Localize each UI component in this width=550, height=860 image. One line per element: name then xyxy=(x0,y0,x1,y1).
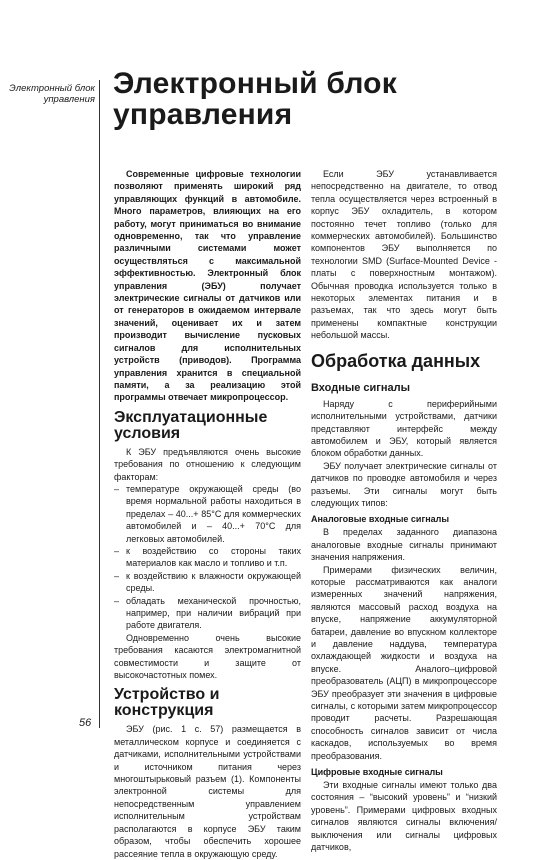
heading-input-signals: Входные сигналы xyxy=(311,381,411,394)
list-item: – к воздействию к влажности окружающей среды. xyxy=(114,570,301,595)
list-item: – к воздействию со стороны таких материалов как масло и топливо и т.п. xyxy=(114,545,301,570)
analog-paragraph-2: Примерами физических величин, которые рассматриваются как аналоги измеренных значений напряжения, являются массовый расход воздуха на впуске, напряжение аккумуляторной батареи, давление во впускном коллекторе и давление наддува, температура охлаждающей жидкости и воздуха на впуске. Аналого–цифровой преобразователь (АЦП) в микропроцессоре ЭБУ преобразует эти значения в цифровые сигналы, с которыми затем микропроцессор проводит расчеты. Разрешающая способность сигналов зависит от числа каскадов, используемых во время преобразования. xyxy=(311,564,497,761)
right-column xyxy=(311,168,497,854)
conditions-paragraph-2: Одновременно очень высокие требования касаются электромагнитной совместимости и защите от высокочастотных помех. xyxy=(114,632,301,681)
heading-data-processing: Обработка данных xyxy=(311,350,481,371)
page-number: 56 xyxy=(79,717,92,729)
requirements-list xyxy=(114,483,301,632)
analog-paragraph-1: В пределах заданного диапазона аналоговые входные сигналы принимают значения напряжения. xyxy=(311,527,497,563)
page-title: Электронный блок управления xyxy=(113,67,397,131)
left-column xyxy=(114,168,301,860)
digital-paragraph: Эти входные сигналы имеют только два состояния – “высокий уровень” и “низкий уровень”. Примерами цифровых входных сигналов являются сигналы включения/выключения или сигналы цифровых датчиков, xyxy=(311,780,497,853)
heading-operating-conditions: Эксплуатационные условия xyxy=(114,408,268,442)
heading-digital-inputs: Цифровые входные сигналы xyxy=(311,767,443,778)
list-item: – температуре окружающей среды (во время нормальной работы находиться в пределах – 40...+ 85°С для коммерческих автомобилей и – 40...+ 70°С для легковых автомобилей. xyxy=(114,483,301,545)
design-paragraph: ЭБУ (рис. 1 с. 57) размещается в металлическом корпусе и соединяется с датчиками, исполнительными устройствами и источником питания через многоштырьковый разъем (1). Компоненты электронной системы для непосредственным управлением исполнительным устройствам располагаются в корпусе ЭБУ таким образом, чтобы обеспечить хорошее рассеяние тепла в окружающую среду. xyxy=(114,724,301,859)
intro-paragraph: Современные цифровые технологии позволяют применять широкий ряд управляющих функций в автомобиле. Много параметров, влияющих на его работу, могут приниматься во внимание одновременно, так что управление различными системами может осуществляться с максимальной эффективностью. Электронный блок управления (ЭБУ) получает электрические сигналы от датчиков или от генераторов в ожидаемом интервале значений, оценивает их и затем производит вычисление пусковых сигналов для исполнительных устройств (приводов). Программа управления хранится в специальной памяти, а за реализацию этой программы отвечает микропроцессор. xyxy=(114,169,301,403)
cooling-paragraph: Если ЭБУ устанавливается непосредственно на двигателе, то отвод тепла осуществляется через встроенный в корпус ЭБУ охладитель, в котором постоянно течет топливо (только для коммерческих автомобилей). Большинство компонентов ЭБУ выполняется по технологии SMD (Surface-Mounted Device - платы с поверхностным монтажом). Обычная проводка используется только в некоторых элементах питания и в разъемах, так что здесь могут быть применены компактные конструкции небольшой массы. xyxy=(311,169,497,341)
list-item: – обладать механической прочностью, например, при наличии вибраций при работе двигателя. xyxy=(114,595,301,632)
margin-rule xyxy=(99,80,100,728)
inputs-paragraph-1: Наряду с периферийными исполнительными устройствами, датчики представляют интерфейс между автомобилем и ЭБУ, который является блоком обработки данных. xyxy=(311,398,497,459)
heading-analog-inputs: Аналоговые входные сигналы xyxy=(311,514,450,525)
conditions-paragraph: К ЭБУ предъявляются очень высокие требования по отношению к следующим факторам: xyxy=(114,446,301,482)
running-section-label: Электронный блок управления xyxy=(9,83,95,105)
inputs-paragraph-2: ЭБУ получает электрические сигналы от датчиков по проводке автомобиля и через разъемы. Эти сигналы могут быть следующих типов: xyxy=(311,460,497,508)
heading-design: Устройство и конструкция xyxy=(114,686,220,720)
